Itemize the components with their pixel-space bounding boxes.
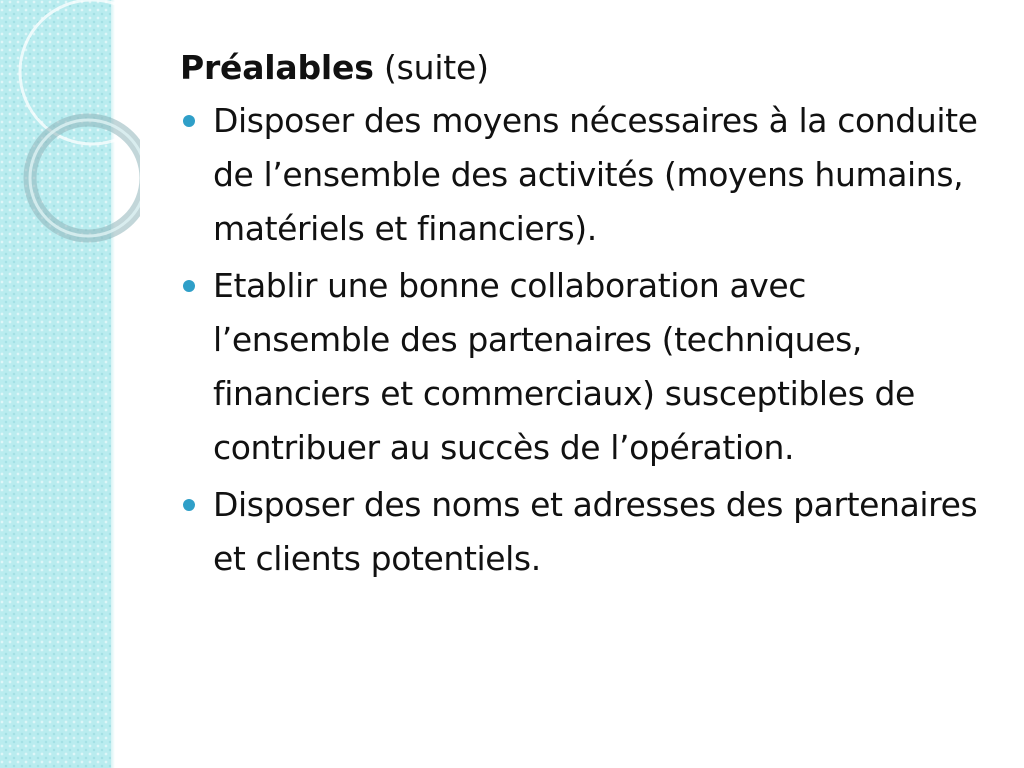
slide-title-rest: (suite): [383, 48, 489, 87]
bullet-text: Disposer des moyens nécessaires à la conduite de l’ensemble des activités (moyens humains, matériels et financiers).: [213, 101, 978, 248]
bullet-dot-icon: [183, 499, 195, 511]
bullet-text: Etablir une bonne collaboration avec l’ensemble des partenaires (techniques, financiers et commerciaux) susceptibles de contribuer au succès de l’opération.: [213, 266, 915, 467]
slide-content: [180, 44, 990, 589]
slide-title-bold: Préalables: [180, 48, 374, 87]
bullet-item: [180, 259, 990, 475]
slide-title: [180, 44, 990, 92]
bullet-item: [180, 478, 990, 586]
bullet-dot-icon: [183, 115, 195, 127]
bullet-text: Disposer des noms et adresses des partenaires et clients potentiels.: [213, 485, 978, 578]
decorative-circles: [0, 0, 140, 260]
bullet-item: [180, 94, 990, 256]
bullet-dot-icon: [183, 280, 195, 292]
bullet-list: [180, 94, 990, 586]
